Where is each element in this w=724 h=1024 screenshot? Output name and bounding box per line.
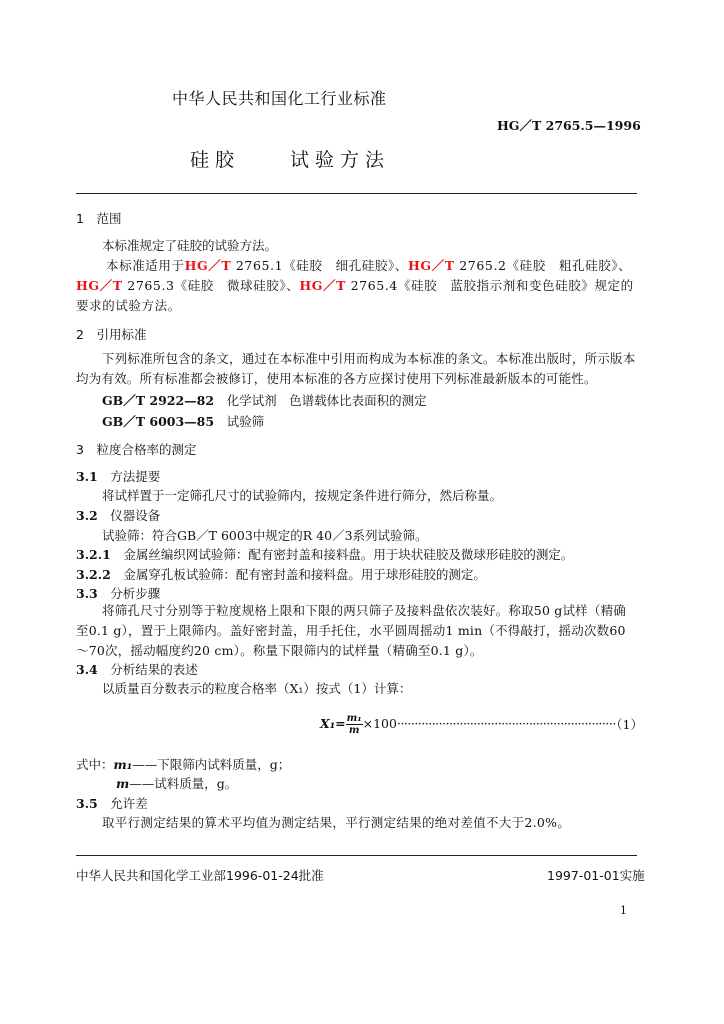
effective-date: 1997-01-01实施 bbox=[547, 868, 645, 883]
equation-number: （1） bbox=[610, 717, 643, 732]
approval-line: 中华人民共和国化学工业部1996-01-24批准 bbox=[76, 868, 324, 883]
clause-3-1-text: 将试样置于一定筛孔尺寸的试验筛内，按规定条件进行筛分，然后称量。 bbox=[102, 488, 503, 503]
clause-3-5-heading: 3.5 允许差 bbox=[76, 796, 148, 811]
formula-1: X₁= $\frac{\text{m₁}}{m}$ ×100······························································· bbox=[320, 713, 616, 736]
clause-3-4-text: 以质量百分数表示的粒度合格率（X₁）按式（1）计算： bbox=[102, 681, 412, 696]
standard-code: HG／T 2765.5—1996 bbox=[497, 118, 641, 133]
header-rule bbox=[76, 193, 637, 194]
formula-where-1: 式中：m₁——下限筛内试料质量，g； bbox=[76, 757, 291, 772]
formula-fraction: $\frac{\text{m₁}}{m}$ bbox=[346, 713, 362, 736]
section-1-para-1: 本标准规定了硅胶的试验方法。 bbox=[102, 238, 278, 253]
clause-3-3-heading: 3.3 分析步骤 bbox=[76, 586, 161, 601]
section-1-para-2: 本标准适用于HG／T 2765.1《硅胶 细孔硅胶》、HG／T 2765.2《硅胶 粗孔硅胶》、HG／T 2765.3《硅胶 微球硅胶》、HG／T 2765.4《硅胶 蓝胶指示剂和变色硅胶》规定的要求的试验方法。 bbox=[76, 258, 634, 313]
section-2-heading: 2 引用标准 bbox=[76, 327, 147, 342]
issuing-org: 中华人民共和国化工行业标准 bbox=[172, 89, 387, 108]
clause-3-5-text: 取平行测定结果的算术平均值为测定结果，平行测定结果的绝对差值不大于2.0%。 bbox=[102, 815, 571, 830]
section-1-heading: 1 范围 bbox=[76, 211, 122, 226]
clause-3-2-2: 3.2.2 金属穿孔板试验筛：配有密封盖和接料盘。用于球形硅胶的测定。 bbox=[76, 567, 486, 582]
clause-3-1-heading: 3.1 方法提要 bbox=[76, 469, 161, 484]
clause-3-2-heading: 3.2 仪器设备 bbox=[76, 508, 161, 523]
formula-where-2: m——试料质量，g。 bbox=[116, 776, 238, 791]
ref-item: GB／T 6003—85 试验筛 bbox=[102, 414, 265, 429]
section-2-para: 下列标准所包含的条文，通过在本标准中引用而构成为本标准的条文。本标准出版时，所示版本均为有效。所有标准都会被修订，使用本标准的各方应探讨使用下列标准最新版本的可能性。 bbox=[76, 351, 636, 386]
footer-rule bbox=[76, 855, 637, 856]
section-3-heading: 3 粒度合格率的测定 bbox=[76, 442, 197, 457]
ref-item: GB／T 2922—82 化学试剂 色谱载体比表面积的测定 bbox=[102, 393, 427, 408]
clause-3-3-text: 将筛孔尺寸分别等于粒度规格上限和下限的两只筛子及接料盘依次装好。称取50 g试样（精确至0.1 g），置于上限筛内。盖好密封盖，用手托住，水平圆周摇动1 min（不得敲打，摇动次数60～70次，摇动幅度约20 cm）。称量下限筛内的试样量（精确至0.1 g）。 bbox=[76, 603, 626, 658]
document-title: 硅胶 试验方法 bbox=[190, 149, 391, 171]
clause-3-4-heading: 3.4 分析结果的表述 bbox=[76, 662, 198, 677]
page-number: 1 bbox=[620, 904, 627, 917]
clause-3-2-text: 试验筛：符合GB／T 6003中规定的R 40／3系列试验筛。 bbox=[102, 528, 428, 543]
clause-3-2-1: 3.2.1 金属丝编织网试验筛：配有密封盖和接料盘。用于块状硅胶及微球形硅胶的测定。 bbox=[76, 547, 574, 562]
